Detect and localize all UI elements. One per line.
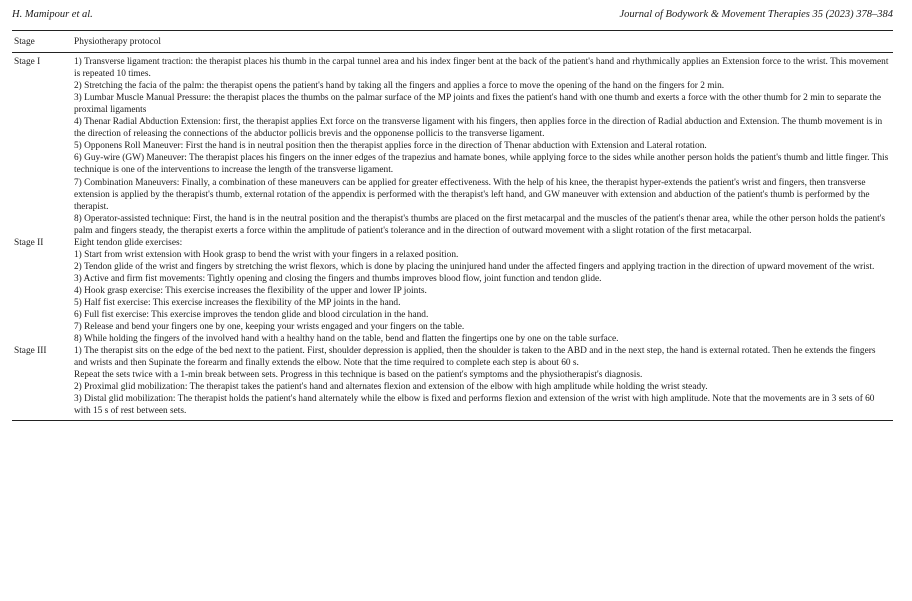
protocol-step: 5) Half fist exercise: This exercise increases the flexibility of the MP joints in the hand. <box>74 297 401 308</box>
protocol-cell <box>74 345 893 417</box>
protocol-step: 1) Transverse ligament traction: the therapist places his thumb in the carpal tunnel area and his index finger bent at the back of the patient's hand and rhythmically applies an Extension force to the wrist. This movement is repeated 10 times. <box>74 57 889 80</box>
stage-cell: Stage II <box>14 237 44 248</box>
protocol-step: 2) Proximal glid mobilization: The therapist takes the patient's hand and alternates flexion and extension of the elbow with high amplitude while holding the wrist steady. <box>74 382 708 393</box>
protocol-cell <box>74 53 893 237</box>
protocol-step: 5) Opponens Roll Maneuver: First the hand is in neutral position then the therapist applies force in the direction of Thenar abduction with Extension and Lateral rotation. <box>74 141 707 152</box>
protocol-step: 4) Thenar Radial Abduction Extension: first, the therapist applies Ext force on the transverse ligament with his fingers, then applies force in the direction of Radial abduction and Extension. The thumb movement is in the direction of releasing the connections of the abductor pollicis brevis and the opponense pollicis to the transverse ligament. <box>74 117 883 140</box>
protocol-step: 3) Distal glid mobilization: The therapist holds the patient's hand alternately while the elbow is fixed and performs flexion and extension of the wrist with high amplitude. Note that the movements are in 3 sets of 60 with 15 s of rest between sets. <box>74 394 875 417</box>
physiotherapy-protocol-table <box>12 31 893 417</box>
stage-column-header: Stage <box>12 31 74 53</box>
protocol-step: 3) Lumbar Muscle Manual Pressure: the therapist places the thumbs on the palmar surface of the MP joints and fixes the patient's hand with one thumb and exerts a force with the other thumb for 2 min to separate the proximal ligaments <box>74 93 882 116</box>
protocol-step: 8) While holding the fingers of the involved hand with a healthy hand on the table, bend and flatten the fingertips one by one on the table surface. <box>74 334 619 345</box>
protocol-step: 3) Active and firm fist movements: Tightly opening and closing the fingers and thumbs improves blood flow, joint function and tendon glide. <box>74 273 602 284</box>
author-running-head: H. Mamipour et al. <box>12 9 93 20</box>
protocol-step: 1) Start from wrist extension with Hook grasp to bend the wrist with your fingers in a relaxed position. <box>74 249 459 260</box>
protocol-step: 2) Tendon glide of the wrist and fingers by stretching the wrist flexors, which is done by placing the uninjured hand under the affected fingers and applying traction in the direction of upward movement of the wrist. <box>74 261 875 272</box>
journal-page <box>12 0 893 421</box>
table-body <box>12 53 893 418</box>
protocol-cell <box>74 237 893 345</box>
table-header-row <box>12 31 893 53</box>
running-head <box>12 0 893 30</box>
table-bottom-rule <box>12 420 893 421</box>
protocol-step: Eight tendon glide exercises: <box>74 237 183 248</box>
protocol-step: 8) Operator-assisted technique: First, the hand is in the neutral position and the therapist's thumbs are placed on the first metacarpal and the muscles of the patient's thenar area, while the other person holds the patient's palm and fingers steady, the therapist exerts a force within the amplitude of patient's tolerance and in the direction of outward movement with a slight rotation of the first metacarpal. <box>74 213 886 236</box>
protocol-step: 6) Full fist exercise: This exercise improves the tendon glide and blood circulation in the hand. <box>74 310 429 321</box>
protocol-column-header: Physiotherapy protocol <box>74 31 893 53</box>
protocol-step: 1) The therapist sits on the edge of the bed next to the patient. First, shoulder depression is applied, then the shoulder is taken to the ABD and in the next step, the hand is external rotated. Then he extends the fingers and wrists and then Supinate the forearm and finally extends the elbow. Note that the time required to complete each step is about 60 s. <box>74 346 876 369</box>
protocol-step: 7) Combination Maneuvers: Finally, a combination of these maneuvers can be applied for greater effectiveness. With the help of his knee, the therapist hyper-extends the patient's wrist and fingers, then transverse extension is applied by the therapist's thumb, external rotation of the appendix is performed with the therapist's left hand, and GW maneuver with extension and abduction of the patient's thumb is performed by the therapist. <box>74 177 870 212</box>
protocol-step: 6) Guy-wire (GW) Maneuver: The therapist places his fingers on the inner edges of the trapezius and hamate bones, while applying force to the sides while another person holds the patient's thumb and little finger. This technique is one of the interventions to increase the length of the transverse ligament. <box>74 153 889 176</box>
protocol-step: 7) Release and bend your fingers one by one, keeping your wrists engaged and your fingers on the table. <box>74 322 465 333</box>
protocol-step: Repeat the sets twice with a 1-min break between sets. Progress in this technique is based on the patient's symptoms and the physiotherapist's diagnosis. <box>74 370 643 381</box>
protocol-step: 2) Stretching the facia of the palm: the therapist opens the patient's hand by taking all the fingers and applies a force to move the opening of the hand on the fingers for 2 min. <box>74 81 725 92</box>
table-row <box>12 53 893 237</box>
table-row <box>12 237 893 345</box>
protocol-step: 4) Hook grasp exercise: This exercise increases the flexibility of the upper and lower IP joints. <box>74 285 427 296</box>
stage-cell: Stage III <box>14 346 47 357</box>
journal-citation: Journal of Bodywork & Movement Therapies 35 (2023) 378–384 <box>619 9 893 20</box>
stage-cell: Stage I <box>14 57 41 68</box>
table-row <box>12 345 893 417</box>
